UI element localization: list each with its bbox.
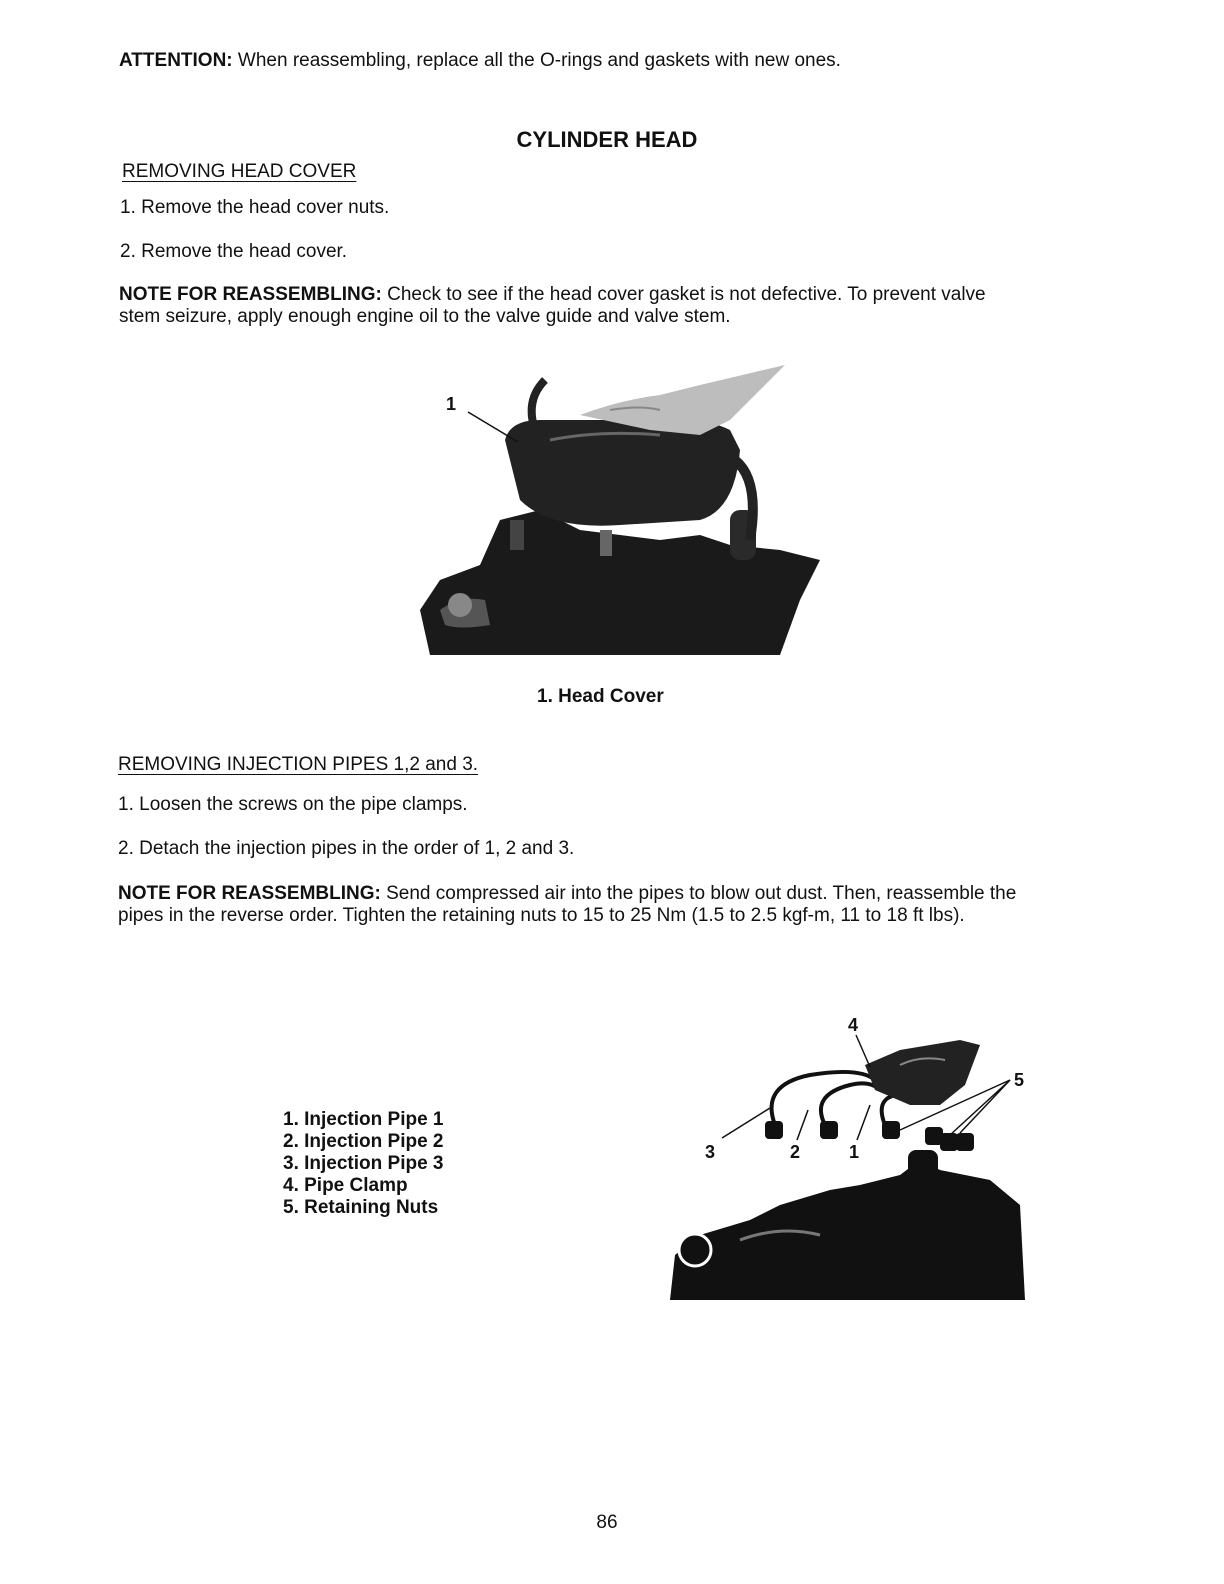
head-cover-figure (400, 360, 840, 660)
injection-note (118, 883, 1018, 927)
attention-text: When reassembling, replace all the O-rings and gaskets with new ones. (237, 50, 841, 71)
legend-item: 5. Retaining Nuts (283, 1197, 439, 1218)
attention-label: ATTENTION: (119, 50, 233, 71)
callout-leader (856, 1035, 870, 1067)
head-cover-caption: 1. Head Cover (537, 686, 664, 707)
callout-leader (960, 1080, 1010, 1133)
callout-leader (797, 1110, 808, 1140)
note-text: Check to see if the head cover gasket is not defective. To prevent valve stem seizure, apply enough engine oil to the valve guide and valve stem. (119, 284, 986, 327)
page-number: 86 (596, 1512, 618, 1533)
injection-step-2: 2. Detach the injection pipes in the order of 1, 2 and 3. (118, 838, 575, 859)
callout-2: 2 (790, 1142, 801, 1162)
head-cover-heading: REMOVING HEAD COVER (122, 161, 357, 182)
callout-leader (857, 1105, 870, 1140)
head-cover-note (119, 284, 1019, 328)
injection-pipes-heading: REMOVING INJECTION PIPES 1,2 and 3. (118, 754, 479, 775)
legend-item: 2. Injection Pipe 2 (283, 1131, 444, 1152)
head-cover-step-1: 1. Remove the head cover nuts. (120, 197, 390, 218)
note-label: NOTE FOR REASSEMBLING: (118, 883, 381, 904)
callout-leader (722, 1108, 770, 1138)
section-title: CYLINDER HEAD (516, 127, 698, 152)
head-cover-callout: 1 (446, 394, 457, 414)
injection-legend (283, 1109, 444, 1219)
callout-5: 5 (1014, 1070, 1025, 1090)
legend-item: 4. Pipe Clamp (283, 1175, 408, 1196)
attention-line (119, 50, 841, 72)
callout-1: 1 (849, 1142, 860, 1162)
injection-step-1: 1. Loosen the screws on the pipe clamps. (118, 794, 468, 815)
callout-4: 4 (848, 1015, 859, 1035)
callout-leader (468, 412, 518, 442)
callout-3: 3 (705, 1142, 716, 1162)
note-text: Send compressed air into the pipes to blow out dust. Then, reassemble the pipes in the reverse order. Tighten the retaining nuts to 15 to 25 Nm (1.5 to 2.5 kgf-m, 11 to 18 ft lbs). (118, 883, 1017, 926)
note-label: NOTE FOR REASSEMBLING: (119, 284, 382, 305)
injection-pipes-figure (660, 1005, 1040, 1305)
head-cover-step-2: 2. Remove the head cover. (120, 241, 348, 262)
legend-item: 3. Injection Pipe 3 (283, 1153, 444, 1174)
legend-item: 1. Injection Pipe 1 (283, 1109, 444, 1130)
